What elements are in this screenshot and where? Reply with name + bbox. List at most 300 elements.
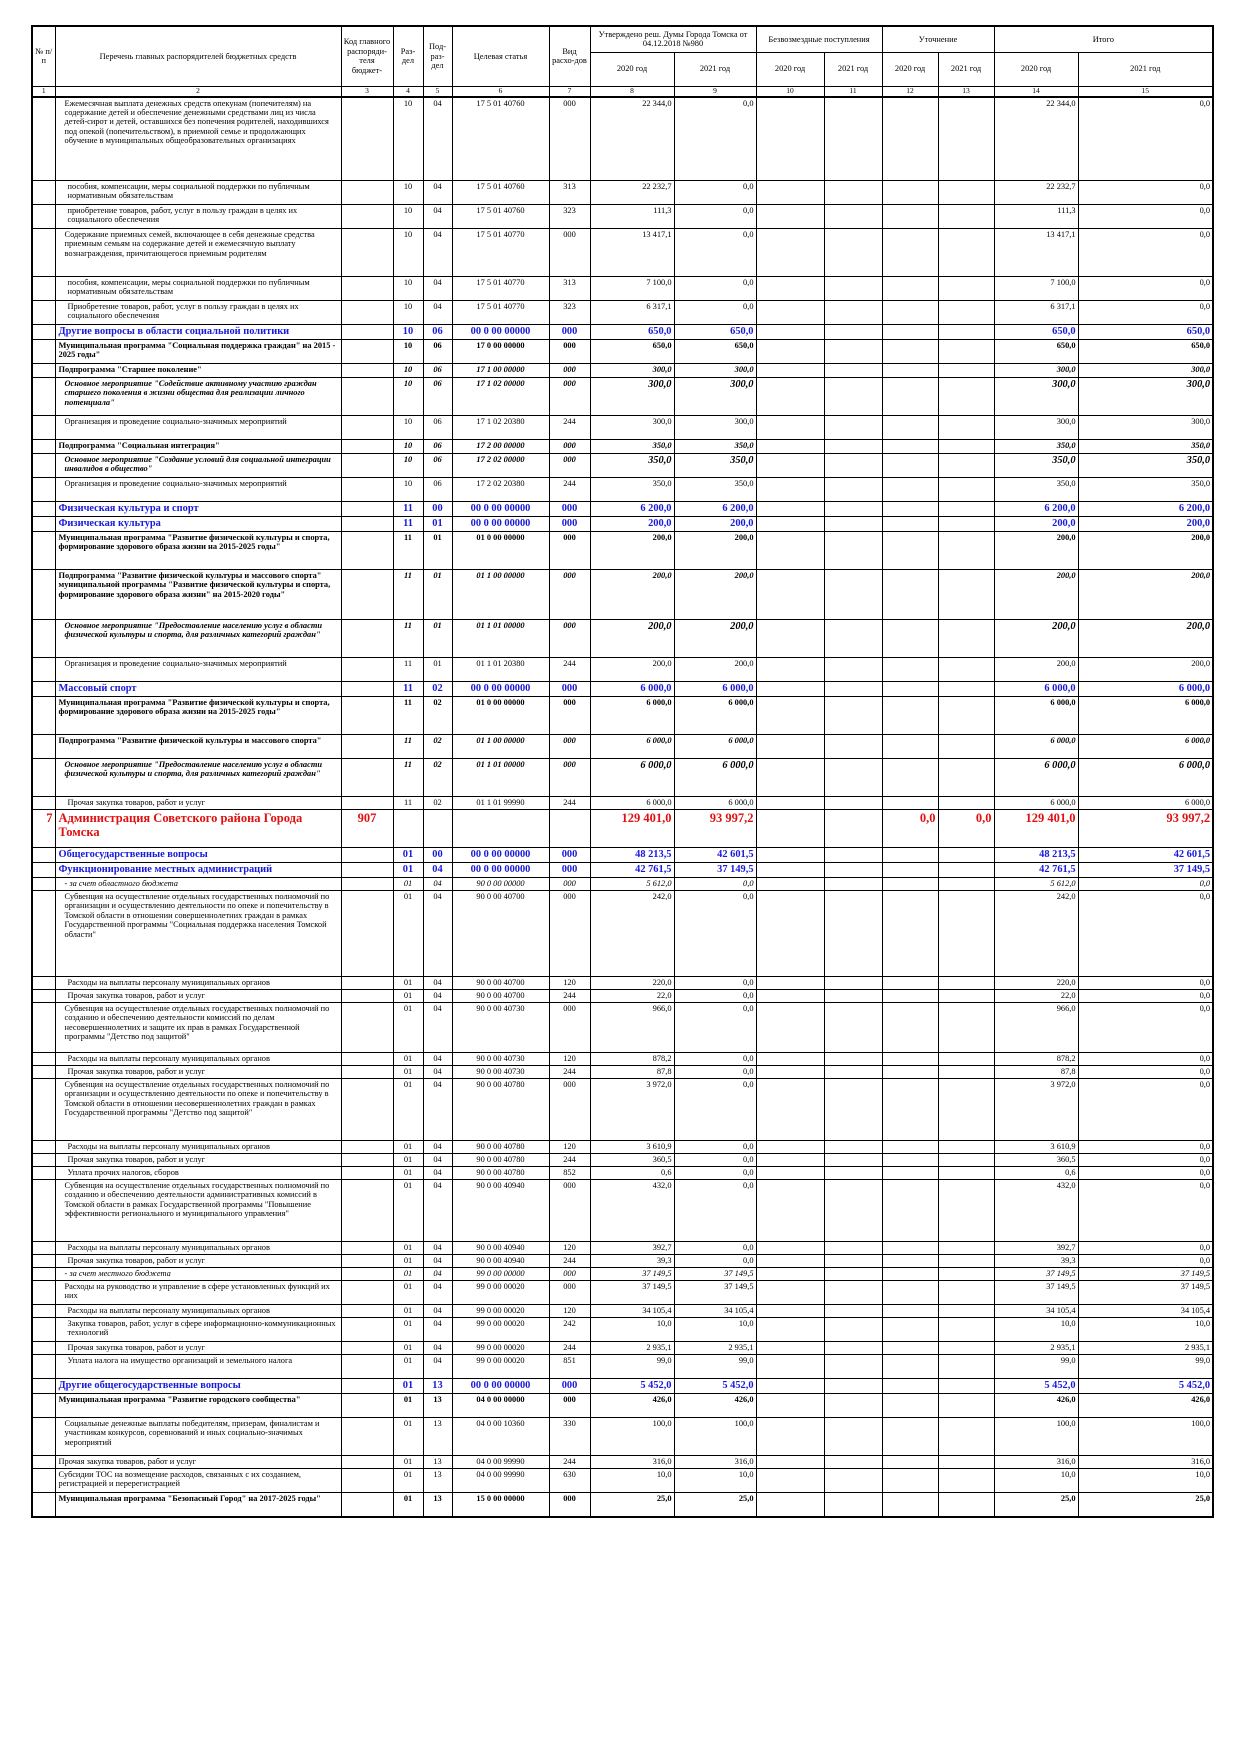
total-2020: 6 000,0 [994, 682, 1078, 697]
row-target: 01 1 01 99990 [452, 797, 549, 810]
header-year: 2021 год [1078, 52, 1213, 86]
row-number [32, 682, 55, 697]
row-target: 17 2 02 20380 [452, 478, 549, 502]
approved-2021: 0,0 [674, 1154, 756, 1167]
approved-2020: 3 610,9 [590, 1141, 674, 1154]
approved-2020: 7 100,0 [590, 277, 674, 301]
row-podrazdel: 04 [423, 878, 452, 891]
free-2020 [756, 1066, 824, 1079]
column-number: 2 [55, 86, 341, 97]
row-vid: 244 [549, 1255, 590, 1268]
free-2020 [756, 1305, 824, 1318]
free-2021 [824, 1079, 882, 1141]
free-2020 [756, 1003, 824, 1053]
row-podrazdel: 06 [423, 478, 452, 502]
total-2020: 42 761,5 [994, 863, 1078, 878]
approved-2020: 6 000,0 [590, 697, 674, 735]
total-2020: 129 401,0 [994, 810, 1078, 848]
free-2021 [824, 620, 882, 658]
row-vid: 120 [549, 1305, 590, 1318]
row-podrazdel: 04 [423, 1079, 452, 1141]
row-razdel: 01 [393, 878, 423, 891]
row-podrazdel: 04 [423, 301, 452, 325]
row-name: Организация и проведение социально-значимых мероприятий [55, 658, 341, 682]
row-razdel: 01 [393, 1305, 423, 1318]
column-number: 14 [994, 86, 1078, 97]
row-number [32, 620, 55, 658]
approved-2020: 48 213,5 [590, 848, 674, 863]
free-2021 [824, 1355, 882, 1379]
total-2020: 300,0 [994, 378, 1078, 416]
adjust-2020 [882, 735, 938, 759]
table-row [32, 658, 1213, 682]
approved-2020: 2 935,1 [590, 1342, 674, 1355]
row-vid: 000 [549, 1379, 590, 1394]
row-target: 17 1 02 00000 [452, 378, 549, 416]
row-code [341, 1418, 393, 1456]
approved-2021: 650,0 [674, 325, 756, 340]
row-name: Основное мероприятие "Предоставление населению услуг в области физической культуры и спорта, для различных категорий граждан" [55, 759, 341, 797]
row-code [341, 1167, 393, 1180]
row-podrazdel: 04 [423, 1242, 452, 1255]
approved-2020: 22 344,0 [590, 97, 674, 181]
row-razdel: 11 [393, 682, 423, 697]
header-year: 2020 год [756, 52, 824, 86]
total-2021: 0,0 [1078, 1141, 1213, 1154]
table-row [32, 1079, 1213, 1141]
row-name: Муниципальная программа "Развитие городского сообщества" [55, 1394, 341, 1418]
adjust-2021 [938, 1079, 994, 1141]
approved-2020: 10,0 [590, 1318, 674, 1342]
row-name: приобретение товаров, работ, услуг в пользу граждан в целях их социального обеспечения [55, 205, 341, 229]
table-row [32, 697, 1213, 735]
total-2020: 3 972,0 [994, 1079, 1078, 1141]
adjust-2020 [882, 1418, 938, 1456]
table-row [32, 682, 1213, 697]
free-2021 [824, 863, 882, 878]
table-row [32, 1053, 1213, 1066]
total-2021: 6 000,0 [1078, 797, 1213, 810]
row-name: Подпрограмма "Социальная интеграция" [55, 440, 341, 454]
approved-2021: 350,0 [674, 478, 756, 502]
total-2020: 10,0 [994, 1318, 1078, 1342]
adjust-2021 [938, 570, 994, 620]
approved-2021: 0,0 [674, 1242, 756, 1255]
table-row [32, 1066, 1213, 1079]
row-razdel: 01 [393, 1255, 423, 1268]
free-2020 [756, 878, 824, 891]
row-podrazdel: 04 [423, 891, 452, 977]
approved-2020: 300,0 [590, 416, 674, 440]
free-2021 [824, 1493, 882, 1517]
free-2021 [824, 878, 882, 891]
approved-2020: 5 612,0 [590, 878, 674, 891]
row-vid: 000 [549, 697, 590, 735]
total-2020: 200,0 [994, 517, 1078, 532]
column-number: 6 [452, 86, 549, 97]
total-2020: 5 612,0 [994, 878, 1078, 891]
row-razdel: 01 [393, 990, 423, 1003]
approved-2021: 316,0 [674, 1456, 756, 1469]
approved-2021: 10,0 [674, 1318, 756, 1342]
free-2021 [824, 1242, 882, 1255]
total-2021: 650,0 [1078, 340, 1213, 364]
approved-2020: 0,6 [590, 1167, 674, 1180]
total-2020: 316,0 [994, 1456, 1078, 1469]
table-row [32, 1255, 1213, 1268]
adjust-2021 [938, 735, 994, 759]
row-code [341, 735, 393, 759]
row-number [32, 1355, 55, 1379]
row-name: Субвенция на осуществление отдельных государственных полномочий по созданию и обеспечению деятельности административных комиссий в Томской области в рамках Государственной программы "Повышение эффективности регионального и муниципального управления" [55, 1180, 341, 1242]
free-2020 [756, 97, 824, 181]
adjust-2020 [882, 1305, 938, 1318]
row-vid: 120 [549, 977, 590, 990]
row-name: Основное мероприятие "Содействие активному участию граждан старшего поколения в жизни общества для реализации личного потенциала" [55, 378, 341, 416]
table-row [32, 1154, 1213, 1167]
total-2020: 7 100,0 [994, 277, 1078, 301]
total-2021: 200,0 [1078, 532, 1213, 570]
approved-2021: 10,0 [674, 1469, 756, 1493]
header-group-free: Безвозмездные поступления [756, 26, 882, 52]
header-year: 2020 год [994, 52, 1078, 86]
table-row [32, 1180, 1213, 1242]
row-target: 17 5 01 40770 [452, 277, 549, 301]
row-number [32, 1318, 55, 1342]
total-2021: 0,0 [1078, 1053, 1213, 1066]
free-2020 [756, 1355, 824, 1379]
row-razdel: 01 [393, 1469, 423, 1493]
total-2021: 350,0 [1078, 478, 1213, 502]
adjust-2020 [882, 97, 938, 181]
row-razdel: 11 [393, 759, 423, 797]
approved-2020: 22,0 [590, 990, 674, 1003]
row-name: Расходы на выплаты персоналу муниципальных органов [55, 1305, 341, 1318]
adjust-2020 [882, 205, 938, 229]
row-number [32, 735, 55, 759]
adjust-2020 [882, 1318, 938, 1342]
free-2020 [756, 1418, 824, 1456]
approved-2021: 37 149,5 [674, 1268, 756, 1281]
row-razdel: 01 [393, 891, 423, 977]
approved-2020: 350,0 [590, 454, 674, 478]
row-name: Субсидии ТОС на возмещение расходов, связанных с их созданием, регистрацией и перерегистрацией [55, 1469, 341, 1493]
row-number [32, 1394, 55, 1418]
adjust-2021 [938, 1493, 994, 1517]
row-vid: 000 [549, 325, 590, 340]
row-podrazdel: 04 [423, 1318, 452, 1342]
adjust-2021 [938, 1318, 994, 1342]
total-2020: 0,6 [994, 1167, 1078, 1180]
row-razdel: 10 [393, 229, 423, 277]
row-name: Подпрограмма "Развитие физической культуры и массового спорта" муниципальной программы "Развитие физической культуры и спорта, формирование здорового образа жизни" на 2015-2020 годы" [55, 570, 341, 620]
row-code [341, 1255, 393, 1268]
row-target: 04 0 00 99990 [452, 1469, 549, 1493]
row-code [341, 1318, 393, 1342]
adjust-2020 [882, 517, 938, 532]
row-podrazdel: 06 [423, 440, 452, 454]
approved-2020: 3 972,0 [590, 1079, 674, 1141]
table-row [32, 1281, 1213, 1305]
row-name: Закупка товаров, работ, услуг в сфере информационно-коммуникационных технологий [55, 1318, 341, 1342]
row-vid: 000 [549, 1394, 590, 1418]
row-code [341, 277, 393, 301]
table-row [32, 301, 1213, 325]
free-2020 [756, 990, 824, 1003]
row-number [32, 502, 55, 517]
adjust-2020 [882, 1469, 938, 1493]
approved-2021: 350,0 [674, 440, 756, 454]
adjust-2021 [938, 759, 994, 797]
approved-2021: 0,0 [674, 1053, 756, 1066]
free-2021 [824, 1456, 882, 1469]
total-2020: 22 232,7 [994, 181, 1078, 205]
total-2020: 242,0 [994, 891, 1078, 977]
row-target: 00 0 00 00000 [452, 1379, 549, 1394]
approved-2020: 200,0 [590, 620, 674, 658]
row-vid: 000 [549, 1079, 590, 1141]
row-target: 04 0 00 99990 [452, 1456, 549, 1469]
adjust-2021 [938, 891, 994, 977]
row-podrazdel: 01 [423, 517, 452, 532]
free-2021 [824, 181, 882, 205]
row-name: Расходы на выплаты персоналу муниципальных органов [55, 1053, 341, 1066]
total-2021: 10,0 [1078, 1469, 1213, 1493]
table-row [32, 1355, 1213, 1379]
row-razdel: 10 [393, 416, 423, 440]
adjust-2021 [938, 620, 994, 658]
free-2021 [824, 440, 882, 454]
row-code [341, 502, 393, 517]
row-vid: 000 [549, 440, 590, 454]
free-2020 [756, 1141, 824, 1154]
row-number [32, 863, 55, 878]
row-razdel: 10 [393, 364, 423, 378]
table-row [32, 759, 1213, 797]
row-vid: 000 [549, 97, 590, 181]
table-row [32, 1342, 1213, 1355]
free-2021 [824, 977, 882, 990]
row-code [341, 454, 393, 478]
total-2021: 0,0 [1078, 277, 1213, 301]
adjust-2021 [938, 277, 994, 301]
adjust-2021 [938, 229, 994, 277]
adjust-2021 [938, 440, 994, 454]
row-target: 90 0 00 40700 [452, 977, 549, 990]
total-2020: 2 935,1 [994, 1342, 1078, 1355]
row-name: Расходы на руководство и управление в сфере установленных функций их них [55, 1281, 341, 1305]
header-group-adjust: Уточнение [882, 26, 994, 52]
free-2020 [756, 502, 824, 517]
adjust-2020 [882, 229, 938, 277]
row-code [341, 1053, 393, 1066]
free-2021 [824, 1281, 882, 1305]
total-2021: 300,0 [1078, 378, 1213, 416]
row-razdel: 01 [393, 1493, 423, 1517]
free-2021 [824, 1394, 882, 1418]
total-2021: 0,0 [1078, 977, 1213, 990]
row-number [32, 848, 55, 863]
row-razdel: 11 [393, 502, 423, 517]
table-row [32, 990, 1213, 1003]
row-podrazdel: 04 [423, 1066, 452, 1079]
row-podrazdel: 06 [423, 325, 452, 340]
row-vid: 120 [549, 1141, 590, 1154]
row-code [341, 863, 393, 878]
total-2020: 220,0 [994, 977, 1078, 990]
adjust-2020 [882, 697, 938, 735]
approved-2021: 6 000,0 [674, 697, 756, 735]
row-code [341, 1003, 393, 1053]
row-target: 17 2 02 00000 [452, 454, 549, 478]
row-name: Уплата прочих налогов, сборов [55, 1167, 341, 1180]
adjust-2020 [882, 1141, 938, 1154]
approved-2020: 39,3 [590, 1255, 674, 1268]
row-podrazdel: 13 [423, 1418, 452, 1456]
row-code [341, 570, 393, 620]
total-2020: 650,0 [994, 340, 1078, 364]
table-row [32, 532, 1213, 570]
total-2021: 0,0 [1078, 1066, 1213, 1079]
row-podrazdel: 06 [423, 340, 452, 364]
approved-2020: 6 200,0 [590, 502, 674, 517]
row-target: 00 0 00 00000 [452, 517, 549, 532]
row-number [32, 1242, 55, 1255]
row-razdel: 10 [393, 440, 423, 454]
row-name: Субвенция на осуществление отдельных государственных полномочий по созданию и обеспечению деятельности комиссий по делам несовершеннолетних и защите их прав в рамках Государственной программы "Детство под защитой" [55, 1003, 341, 1053]
row-vid: 323 [549, 205, 590, 229]
adjust-2021 [938, 205, 994, 229]
adjust-2020 [882, 891, 938, 977]
row-number [32, 697, 55, 735]
free-2021 [824, 277, 882, 301]
row-vid: 000 [549, 1268, 590, 1281]
total-2021: 0,0 [1078, 1167, 1213, 1180]
total-2021: 5 452,0 [1078, 1379, 1213, 1394]
approved-2020: 6 000,0 [590, 797, 674, 810]
adjust-2020 [882, 682, 938, 697]
row-vid: 120 [549, 1053, 590, 1066]
total-2020: 111,3 [994, 205, 1078, 229]
total-2020: 650,0 [994, 325, 1078, 340]
adjust-2020 [882, 570, 938, 620]
row-vid: 244 [549, 478, 590, 502]
row-code [341, 478, 393, 502]
header-year: 2021 год [938, 52, 994, 86]
row-target: 01 1 01 00000 [452, 759, 549, 797]
approved-2021: 300,0 [674, 378, 756, 416]
row-target: 99 0 00 00020 [452, 1318, 549, 1342]
row-razdel: 10 [393, 325, 423, 340]
row-podrazdel: 06 [423, 364, 452, 378]
approved-2021: 0,0 [674, 1255, 756, 1268]
approved-2021: 200,0 [674, 517, 756, 532]
table-row [32, 277, 1213, 301]
table-row [32, 1418, 1213, 1456]
row-number [32, 891, 55, 977]
row-podrazdel: 04 [423, 229, 452, 277]
total-2021: 200,0 [1078, 658, 1213, 682]
row-number [32, 1469, 55, 1493]
row-number [32, 1053, 55, 1066]
row-code [341, 658, 393, 682]
total-2020: 22 344,0 [994, 97, 1078, 181]
total-2020: 6 200,0 [994, 502, 1078, 517]
row-target: 90 0 00 40730 [452, 1066, 549, 1079]
table-row [32, 810, 1213, 848]
table-row [32, 454, 1213, 478]
approved-2021: 0,0 [674, 1003, 756, 1053]
approved-2021: 25,0 [674, 1493, 756, 1517]
column-number: 8 [590, 86, 674, 97]
approved-2021: 0,0 [674, 97, 756, 181]
approved-2021: 0,0 [674, 301, 756, 325]
approved-2021: 0,0 [674, 181, 756, 205]
approved-2021: 0,0 [674, 205, 756, 229]
row-razdel: 10 [393, 378, 423, 416]
total-2021: 0,0 [1078, 1180, 1213, 1242]
free-2020 [756, 1154, 824, 1167]
adjust-2020 [882, 848, 938, 863]
approved-2021: 0,0 [674, 277, 756, 301]
row-razdel: 01 [393, 1355, 423, 1379]
approved-2020: 42 761,5 [590, 863, 674, 878]
free-2020 [756, 205, 824, 229]
column-number: 5 [423, 86, 452, 97]
row-razdel: 01 [393, 1342, 423, 1355]
row-podrazdel: 04 [423, 990, 452, 1003]
table-row [32, 440, 1213, 454]
adjust-2020 [882, 277, 938, 301]
row-code [341, 891, 393, 977]
free-2020 [756, 277, 824, 301]
free-2020 [756, 1342, 824, 1355]
row-vid: 000 [549, 682, 590, 697]
row-podrazdel: 04 [423, 1305, 452, 1318]
table-row [32, 229, 1213, 277]
row-vid: 000 [549, 378, 590, 416]
row-number [32, 1281, 55, 1305]
free-2021 [824, 502, 882, 517]
budget-sheet [31, 25, 1212, 1518]
row-code [341, 977, 393, 990]
row-vid: 000 [549, 863, 590, 878]
row-podrazdel: 06 [423, 454, 452, 478]
free-2020 [756, 697, 824, 735]
adjust-2021 [938, 848, 994, 863]
row-target: 90 0 00 00000 [452, 878, 549, 891]
approved-2021: 2 935,1 [674, 1342, 756, 1355]
total-2021: 93 997,2 [1078, 810, 1213, 848]
total-2020: 34 105,4 [994, 1305, 1078, 1318]
adjust-2020 [882, 532, 938, 570]
row-podrazdel: 04 [423, 1180, 452, 1242]
row-name: Прочая закупка товаров, работ и услуг [55, 1456, 341, 1469]
row-code [341, 97, 393, 181]
column-number: 3 [341, 86, 393, 97]
row-code [341, 759, 393, 797]
free-2021 [824, 478, 882, 502]
approved-2020: 300,0 [590, 364, 674, 378]
adjust-2020 [882, 181, 938, 205]
approved-2020: 200,0 [590, 570, 674, 620]
table-row [32, 1493, 1213, 1517]
row-razdel: 01 [393, 1053, 423, 1066]
row-name: Прочая закупка товаров, работ и услуг [55, 1342, 341, 1355]
total-2021: 0,0 [1078, 181, 1213, 205]
row-razdel: 01 [393, 1141, 423, 1154]
row-name: Функционирование местных администраций [55, 863, 341, 878]
